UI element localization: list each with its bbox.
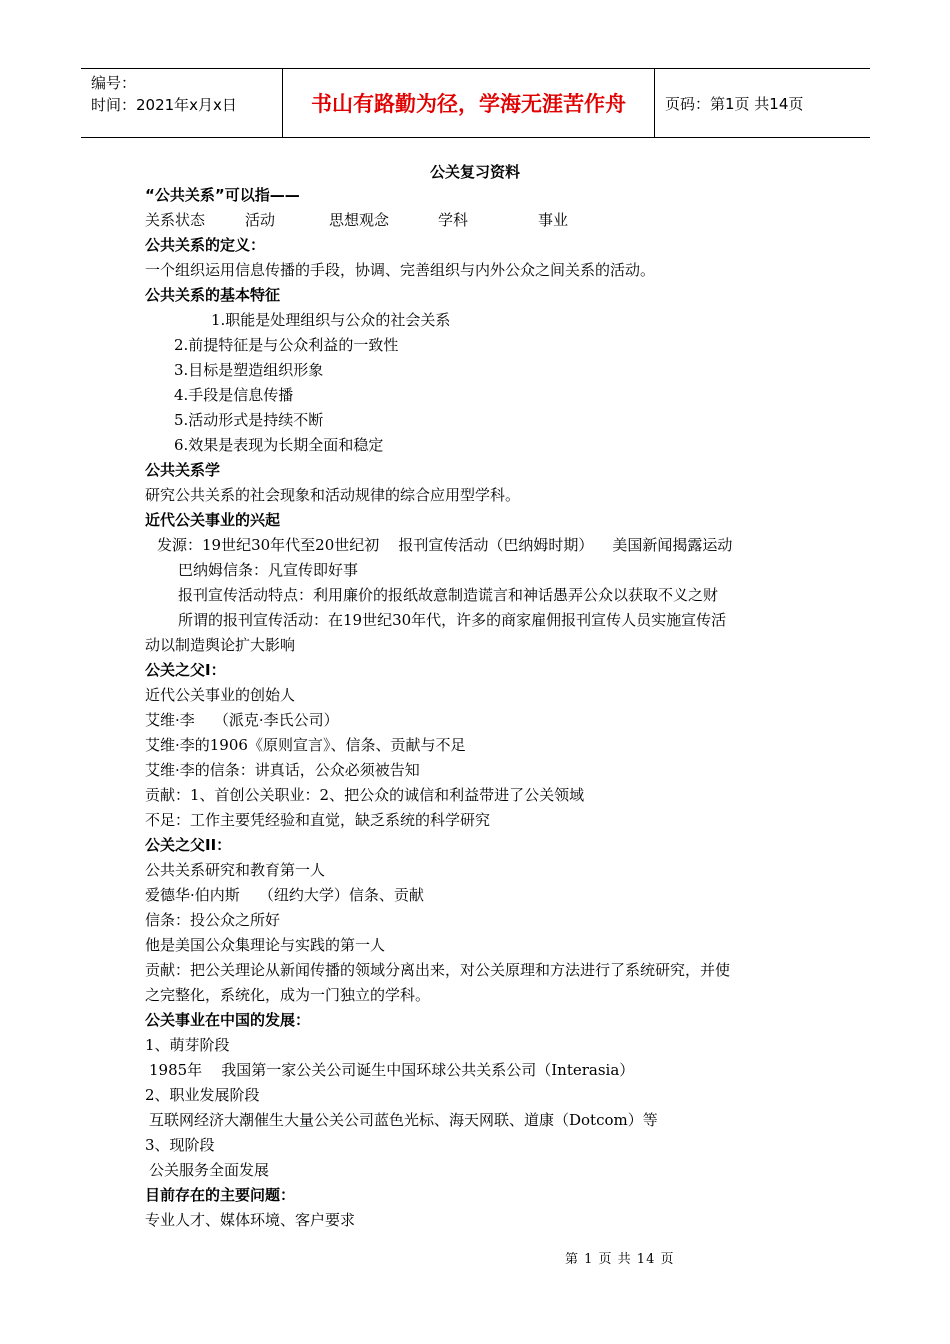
body-text: 研究公共关系的社会现象和活动规律的综合应用型学科。 [145, 486, 521, 504]
body-text: 艾维·李的1906《原则宣言》、信条、贡献与不足 [145, 736, 466, 754]
pr-meanings-row [145, 208, 825, 233]
list-item: 2.前提特征是与公众利益的一致性 [174, 336, 399, 354]
page-footer: 第 1 页 共 14 页 [565, 1252, 675, 1267]
header-page-info: 页码：第1页 共14页 [665, 94, 804, 113]
body-text: 不足：工作主要凭经验和直觉，缺乏系统的科学研究 [145, 811, 491, 829]
body-text: 报刊宣传活动特点：利用廉价的报纸故意制造谎言和神话愚弄公众以获取不义之财 [178, 586, 719, 604]
body-text: 3、现阶段 [145, 1136, 215, 1154]
body-text: 他是美国公众集理论与实践的第一人 [145, 936, 386, 954]
meaning-item: 学科 [438, 211, 469, 229]
meaning-item: 活动 [245, 211, 276, 229]
body-text: 发源：19世纪30年代至20世纪初 报刊宣传活动（巴纳姆时期） 美国新闻揭露运动 [157, 536, 733, 554]
section-heading: 公关之父I： [145, 661, 226, 679]
body-text: 近代公关事业的创始人 [145, 686, 296, 704]
section-heading: 公关事业在中国的发展： [145, 1011, 311, 1029]
body-text: 巴纳姆信条：凡宣传即好事 [178, 561, 359, 579]
body-text: 贡献：把公关理论从新闻传播的领域分离出来，对公关原理和方法进行了系统研究，并使 [145, 961, 731, 979]
meaning-item: 思想观念 [329, 211, 390, 229]
meaning-item: 事业 [538, 211, 569, 229]
meaning-item: 关系状态 [145, 211, 206, 229]
list-item: 4.手段是信息传播 [174, 386, 294, 404]
body-text: 贡献：1、首创公关职业：2、把公众的诚信和利益带进了公关领域 [145, 786, 585, 804]
body-text: 信条：投公众之所好 [145, 911, 281, 929]
body-text: 之完整化，系统化，成为一门独立的学科。 [145, 986, 431, 1004]
section-heading: 公共关系的基本特征 [145, 286, 281, 304]
list-item: 1.职能是处理组织与公众的社会关系 [211, 311, 451, 329]
body-text: 公共关系研究和教育第一人 [145, 861, 326, 879]
intro-line: “公共关系”可以指—— [145, 186, 300, 204]
body-text: 艾维·李 （派克·李氏公司） [145, 711, 339, 729]
list-item: 6.效果是表现为长期全面和稳定 [174, 436, 384, 454]
body-text: 公关服务全面发展 [149, 1161, 270, 1179]
header-motto: 书山有路勤为径，学海无涯苦作舟 [283, 69, 655, 137]
body-text: 艾维·李的信条：讲真话，公众必须被告知 [145, 761, 420, 779]
code-label: 编号： [91, 74, 137, 92]
section-heading: 公共关系的定义： [145, 236, 266, 254]
section-heading: 公共关系学 [145, 461, 221, 479]
section-heading: 近代公关事业的兴起 [145, 511, 281, 529]
body-text: 专业人才、媒体环境、客户要求 [145, 1211, 356, 1229]
body-text: 互联网经济大潮催生大量公关公司蓝色光标、海天网联、道康（Dotcom）等 [149, 1111, 658, 1129]
list-item: 5.活动形式是持续不断 [174, 411, 324, 429]
document-title: 公关复习资料 [429, 163, 520, 181]
section-heading: 目前存在的主要问题： [145, 1186, 296, 1204]
body-text: 2、职业发展阶段 [145, 1086, 260, 1104]
time-label: 时间：2021年x月x日 [91, 96, 237, 114]
document-body [145, 183, 825, 1233]
body-text: 一个组织运用信息传播的手段，协调、完善组织与内外公众之间关系的活动。 [145, 261, 656, 279]
body-text: 动以制造舆论扩大影响 [145, 636, 296, 654]
body-text: 1、萌芽阶段 [145, 1036, 230, 1054]
header-table [81, 68, 870, 138]
list-item: 3.目标是塑造组织形象 [174, 361, 324, 379]
section-heading: 公关之父II： [145, 836, 232, 854]
body-text: 所谓的报刊宣传活动：在19世纪30年代，许多的商家雇佣报刊宣传人员实施宣传活 [178, 611, 727, 629]
header-left-cell [81, 69, 283, 137]
body-text: 1985年 我国第一家公关公司诞生中国环球公共关系公司（Interasia） [149, 1061, 635, 1079]
body-text: 爱德华·伯内斯 （纽约大学）信条、贡献 [145, 886, 424, 904]
